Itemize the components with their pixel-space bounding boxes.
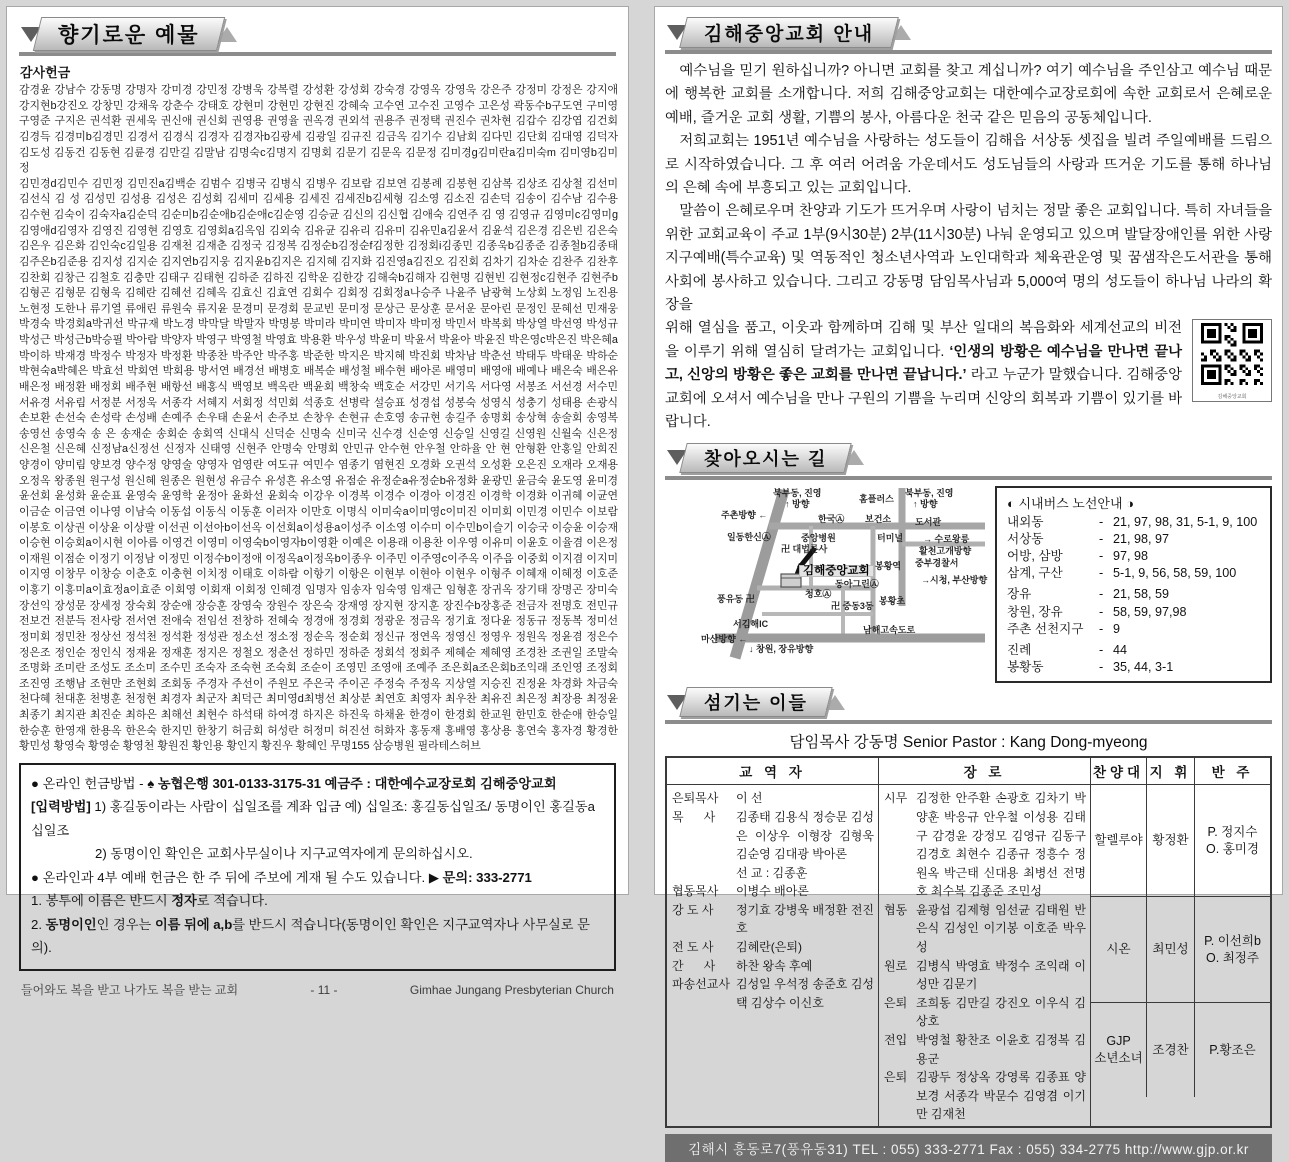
bus-route-numbers: 21, 98, 97 xyxy=(1113,531,1170,546)
elder-entry xyxy=(884,957,1086,994)
offering-name-line: 장선익 장성문 장세정 장숙회 장순애 장승훈 장영숙 장원수 장은숙 장재영 장지현 장지훈 장진수b장홍준 전금자 전명호 전민규 xyxy=(19,599,618,612)
map-label: 보건소 xyxy=(865,513,892,524)
offering-name-line: 박경숙 박경회a박귀선 박규재 박노경 박막달 박말자 박명봉 박미라 박미연 박미자 박미정 박민서 박복회 박상열 박선영 박성규 xyxy=(19,318,618,331)
minister-names: 정기효 강병욱 배정환 전진호 xyxy=(736,902,874,936)
offering-name-line: 조진영 조행남 조현만 조현회 조회동 주경자 주선이 주원모 주은국 주이곤 주정숙 주정옥 지상열 지승진 진정윤 차경화 차금숙 xyxy=(19,677,618,690)
map-label: 중앙병원 xyxy=(801,532,836,543)
bus-route-area: 주촌 선천지구 xyxy=(1007,621,1084,636)
map-label: 북부동, 진영 xyxy=(905,487,954,498)
guide-paragraph-3: 말씀이 은혜로우며 찬양과 기도가 뜨거우며 사랑이 넘치는 정말 좋은 교회입니다. 특히 자녀들을 위한 교회교육이 주교 1부(9시30분) 2부(11시30분) 나눠 운영되고 있으며 발달장애인를 위한 사랑 지구예배(특수교육) 및 역동적인 청소년사역과 노인대학과 체육관운영 및 꿈샘작은도서관을 통해 사회에 봉사하고 있습니다. 그리고 강동명 담임목사님과 5,000여 명의 성도들이 하나님 나라의 확장을 xyxy=(665,203,1272,314)
info-line xyxy=(31,795,604,842)
offering-name-line: 조명화 조미란 조성도 조소미 조수민 조숙자 조숙현 조숙회 조순이 조영민 조영애 조예주 조은회a조은회b조익래 조인영 조정회 xyxy=(19,662,618,675)
elder-entry xyxy=(884,901,1086,957)
info-line xyxy=(31,842,604,866)
info-text: 이름 뒤에 a,b xyxy=(154,916,233,932)
minister-role xyxy=(672,864,736,883)
footer-page-number: - 11 - xyxy=(310,982,338,997)
thanksgiving-name-list xyxy=(19,83,618,755)
map-label: 남해고속도로 xyxy=(863,624,916,635)
section-title-guide: 김해중앙교회 안내 xyxy=(704,23,875,45)
offering-name-line: 손보환 손선숙 손성락 손성배 손예주 손우태 손윤서 손주보 손창우 손현규 손호영 송규현 송길주 송명회 송상혁 송술회 송영복 xyxy=(19,412,618,425)
map-label: 도서관 xyxy=(915,516,942,527)
info-text: ● 온라인 헌금방법 - xyxy=(31,775,148,791)
minister-names: 김성일 우석정 송준호 김성택 김상수 이신호 xyxy=(736,977,874,1010)
choir-name-cell xyxy=(1091,1003,1147,1097)
bus-route-numbers: 97, 98 xyxy=(1113,548,1149,563)
info-text: ● 온라인과 4부 예배 헌금은 한 주 뒤에 주보에 게재 될 수도 있습니다. xyxy=(31,869,429,885)
minister-role: 전 도 사 xyxy=(672,940,714,955)
offering-name-line: 윤선회 윤성화 윤순표 윤영숙 윤영학 윤정아 윤화선 윤회숙 이강우 이경복 이경수 이경아 이경진 이경학 이경화 이귀혜 이균연 xyxy=(19,490,618,503)
map-label: → 수로왕릉 xyxy=(923,533,970,544)
info-text: 2. xyxy=(31,916,46,932)
offering-name-line: 오정옥 왕종원 원구성 원신혜 원종은 원현성 유금수 유성흔 유소영 유점순 유정순a유정순b유정화 윤광민 윤금숙 윤도영 윤미경 xyxy=(19,474,618,487)
col-header-conductor: 지 휘 xyxy=(1147,758,1195,784)
col-header-elders: 장 로 xyxy=(879,758,1091,784)
map-label: 일동한신Ⓐ xyxy=(727,531,771,542)
info-line xyxy=(31,913,604,960)
map-label: 卍 중동3동 xyxy=(831,600,874,611)
bus-route-numbers: 5-1, 9, 56, 58, 59, 100 xyxy=(1113,566,1237,581)
minister-names: 이 선 xyxy=(736,791,763,806)
elder-role: 원로 xyxy=(884,958,908,973)
qr-caption: 김해중앙교회 xyxy=(1217,393,1247,400)
choir-conductor: 최민성 xyxy=(1152,942,1189,957)
elder-role: 시무 xyxy=(884,791,908,806)
offering-name-line: 김수현 김숙이 김숙자a김순덕 김순미b김순애b김순애c김순영 김승균 김신의 김신협 김애숙 김연주 김 영 김영규 김영미c김영미g xyxy=(19,209,618,221)
elder-names: 김병식 박영효 박정수 조익래 이성만 김문기 xyxy=(916,958,1086,992)
bus-route-row xyxy=(1007,565,1260,582)
left-page-footer xyxy=(19,981,616,998)
choir-conductor-cell xyxy=(1147,897,1195,1003)
offering-name-line: 박현숙a박혜은 박효선 박회연 박회용 방서연 배경선 배병호 배복순 배성철 배수현 배아론 배영미 배영애 배예나 배은숙 배은유 xyxy=(19,365,618,378)
bus-route-title: ◐ 시내버스 노선안내 ◑ xyxy=(1007,495,1135,511)
info-text: 정자 xyxy=(171,893,197,909)
info-text: 1. 봉투에 이름은 반드시 xyxy=(31,893,172,909)
offering-name-line: 김영애d김영자 김영진 김영현 김영호 김영회a김옥임 김외숙 김유균 김유리 김유미 김유민a김윤서 김윤석 김은경 김은빈 김은숙 xyxy=(19,224,618,237)
offering-name-line: 이금순 이금연 이나영 이남숙 이동섭 이동식 이동훈 이러자 이만호 이명식 이미숙a이미영c이미진 이미회 이민경 이민수 이보람 xyxy=(19,505,618,518)
bus-route-numbers: 21, 97, 98, 31, 5-1, 9, 100 xyxy=(1113,514,1258,529)
choir-accompanist-organ: O. 홍미경 xyxy=(1206,841,1259,856)
bus-route-box xyxy=(995,486,1272,684)
banner-plate xyxy=(679,17,899,48)
map-church-label: 김해중앙교회 xyxy=(799,565,874,577)
offering-name-line: 김주은b김준용 김지성 김지순 김지연b김지웅 김지윤b김지은 김지혜 김지화 김진영a김진오 김진회 김차기 김차순 김찬주 김찬후 xyxy=(19,255,618,268)
offering-name-line: 김찬회 김창근 김철호 김충만 김태구 김태현 김하준 김하진 김학운 김한강 김해숙b김해자 김현명 김현빈 김현정c김현주 김현주b xyxy=(19,271,618,284)
elder-names: 김정한 안주환 손광호 김차기 박양훈 박응규 안우철 이성용 김태구 감경윤 강정모 김영규 김동구 김경호 최현수 김종규 정흥수 정원옥 박근태 신대용 최병선 전명호 최수복 김종준 조민성 xyxy=(916,791,1086,899)
offering-name-line: 김형곤 김형문 김형욱 김혜란 김혜선 김혜옥 김효신 김효연 김회수 김회정 김회정a나승주 나윤주 남광혁 노상회 노정임 노진용 xyxy=(19,287,618,300)
info-line xyxy=(31,866,604,890)
offering-name-line: 천다혜 천대훈 천병훈 천정현 최경자 최군자 최덕근 최미영d최병선 최상분 최연호 최영자 최우찬 최유진 최은정 최장용 최정윤 xyxy=(19,693,618,706)
elder-role: 은퇴 xyxy=(884,995,908,1010)
section-title-directions: 찾아오시는 길 xyxy=(704,448,828,469)
choir-accompanist-piano: P. 정지수 xyxy=(1207,824,1258,839)
map-label: →시청, 부산방향 xyxy=(921,574,988,585)
serving-table-header xyxy=(667,758,1270,785)
bus-route-row xyxy=(1007,604,1260,621)
section-banner-serving xyxy=(667,687,1272,717)
bus-route-row xyxy=(1007,514,1260,531)
offering-name-line: 김선식 김 성 김성민 김성용 김성은 김성회 김세미 김세용 김세진 김세진b김세형 김소영 김소진 김손덕 김송이 김수남 김수용 xyxy=(19,193,618,206)
info-line xyxy=(31,772,604,796)
minister-names: 김혜란(은퇴) xyxy=(736,940,802,955)
bus-route-area: 서상동 xyxy=(1007,531,1044,546)
offering-name-line: 김경득 김경미b김경민 김경서 김경식 김경자 김경자b김광세 김광일 김규진 김금옥 김기수 김남회 김다민 김단회 김대영 김덕자 xyxy=(19,130,618,143)
map-label: 한국Ⓐ xyxy=(818,513,845,524)
section-title-serving: 섬기는 이들 xyxy=(704,693,808,714)
info-text: 2) 동명이인 확인은 교회사무실이나 지구교역자에게 문의하십시오. xyxy=(95,846,473,862)
map-label: 동아그린Ⓐ xyxy=(835,578,879,589)
map-label: 터미널 xyxy=(877,532,904,543)
elder-names: 박영철 황찬조 이윤호 김정복 김용군 xyxy=(916,1033,1086,1066)
map-label: 봉황역 xyxy=(875,560,902,571)
bus-route-dash: - xyxy=(1099,514,1104,529)
choir-conductor-cell xyxy=(1147,785,1195,897)
bus-route-dash: - xyxy=(1099,660,1104,675)
info-text: 동명이인 xyxy=(45,916,97,932)
section-banner-directions xyxy=(667,443,1272,473)
bus-route-dash: - xyxy=(1099,621,1104,636)
choir-accompanist-cell xyxy=(1195,1003,1270,1097)
elder-names: 김광두 정상옥 강영록 김종표 양보경 서종각 박문수 김영겸 이기만 김재천 xyxy=(916,1070,1086,1122)
guide-paragraph-2: 저희교회는 1951년 예수님을 사랑하는 성도들이 김해읍 서상동 셋집을 빌려 주일예배를 드림으로 시작하였습니다. 그 후 여러 어려움 가운데서도 성도님들의 사랑과 뜨거운 기도를 통해 하나님의 은혜 속에 부흥되고 있는 교회입니다. xyxy=(665,133,1272,197)
qr-code xyxy=(1192,319,1272,401)
offering-name-line: 감경윤 강남수 강동명 강명자 강미경 강민정 강병욱 강복렬 강성환 강성회 강숙경 강영옥 강영욱 강은주 강정미 강정은 강지애 xyxy=(19,84,618,96)
minister-entry xyxy=(672,808,874,864)
minister-role: 은퇴목사 xyxy=(672,791,719,806)
elders-cell xyxy=(879,785,1091,1126)
banner-plate xyxy=(33,17,225,51)
section-rule xyxy=(665,720,1272,724)
offering-name-line: 서유경 서유림 서정분 서정욱 서종각 서혜지 서회정 석민회 석종호 선병락 설승표 성경섭 성봉숙 성영식 성충기 성태용 손광식 xyxy=(19,396,618,409)
banner-plate xyxy=(679,443,852,473)
minister-names: 이병수 배아론 xyxy=(736,884,809,899)
map-label: 풍유동 卍 xyxy=(717,593,755,604)
guide-paragraph-4-text-a: 위해 열심을 품고, 이웃과 함께하며 김해 및 부산 일대의 복음화와 세계선교의 비전을 이루기 위해 열심히 달려가는 교회입니다. xyxy=(665,320,1182,360)
offering-name-line: 구영준 구지은 권석환 권세욱 권신애 권신회 권영용 권영율 권옥경 권외석 권용주 권정택 권진수 권차현 김갑수 김강엽 김건회 xyxy=(19,115,618,128)
bus-route-area: 진례 xyxy=(1007,642,1032,657)
guide-quote-bold: ‘인생의 방황은 예수님을 만나면 끝나고, 신앙의 방황은 좋은 교회를 만나면 끝납니다.’ xyxy=(665,343,1182,384)
minister-role: 강 도 사 xyxy=(672,902,714,917)
choir-accompanist-piano: P.황조은 xyxy=(1209,1042,1256,1057)
minister-entry xyxy=(672,864,874,883)
bus-route-numbers: 9 xyxy=(1113,621,1121,636)
elder-role: 전입 xyxy=(884,1033,908,1048)
map-label: ↑ 방향 xyxy=(785,498,810,509)
bus-route-area: 봉황동 xyxy=(1007,660,1044,675)
offering-name-line: 배은정 배정환 배정회 배주현 배항선 배홍식 백영보 백옥란 백윤회 백창숙 백호순 서강민 서기옥 서다영 서봉조 서선경 서수민 xyxy=(19,380,618,393)
choir-name: GJP xyxy=(1106,1034,1131,1049)
offering-name-line: 이승현 이승회a이시현 이아름 이영건 이영미 이영숙b이영자b이영환 이예은 이용래 이용찬 이우영 이유미 이윤호 이율겸 이은정 xyxy=(19,537,618,550)
bus-route-row xyxy=(1007,642,1260,659)
info-text: ♠ 농협은행 301-0133-3175-31 예금주 : 대한예수교장로회 김해중앙교회 xyxy=(147,775,557,791)
bus-route-dash: - xyxy=(1099,548,1104,563)
offering-name-line: 김은우 김은화 김인숙c김일용 김재천 김재춘 김정국 김정복 김정순b김정순f김정한 김정회i김종민 김종욱b김종준 김종철b김종태 xyxy=(19,240,618,253)
map-label: 중부경찰서 xyxy=(915,557,959,568)
info-text: ▶ 문의: 333-2771 xyxy=(428,869,532,885)
bus-route-numbers: 35, 44, 3-1 xyxy=(1113,660,1174,675)
minister-entry xyxy=(672,957,874,976)
serving-table-body xyxy=(667,785,1270,1126)
offering-name-line: 황민성 황영숙 황영순 황영천 황원진 황인용 황인지 황진우 황혜인 무명155 삼승병원 필라테스허브 xyxy=(19,740,481,753)
map-label: 홈플러스 xyxy=(859,493,894,504)
offering-name-line: 노현정 도한나 류기열 류애린 류원숙 류지윤 문경미 문경회 문교빈 문미정 문상근 문상훈 문서운 문아린 문정인 문혜선 민재웅 xyxy=(19,302,618,315)
footer-church-name-eng: Gimhae Jungang Presbyterian Church xyxy=(409,982,614,997)
section-rule xyxy=(665,50,1272,54)
bus-route-area: 삼계, 구산 xyxy=(1007,566,1063,581)
guide-paragraph-4 xyxy=(665,317,1272,434)
bus-route-dash: - xyxy=(1099,587,1104,602)
section-banner-offerings xyxy=(21,19,616,49)
offering-name-line: 정은조 정인순 정인식 정재윤 정재훈 정지은 정철오 정춘선 정하민 정하준 정회석 정회주 제혜순 제혜영 조경찬 조권일 조말숙 xyxy=(19,646,618,659)
bus-route-row xyxy=(1007,531,1260,548)
map-label: 봉황초 xyxy=(879,595,906,606)
info-line xyxy=(31,889,604,913)
minister-names: 하찬 왕속 후예 xyxy=(736,958,813,973)
map-label: ↓ 창원, 장유방향 xyxy=(749,643,814,654)
qr-code-image xyxy=(1201,323,1263,385)
choir-accompanist-cell xyxy=(1195,897,1270,1003)
guide-paragraph-1: 예수님을 믿기 원하십니까? 아니면 교회를 찾고 계십니까? 여기 예수님을 주인삼고 예수님 때문에 행복한 교회를 소개합니다. 저희 김해중앙교회는 대한예수교장로회에 속한 교회로서 은혜로운 예배, 즐거운 교회 생활, 기쁨의 봉사, 아름다운 천국 같은 믿음의 공동체입니다. xyxy=(665,63,1272,126)
section-banner-guide xyxy=(667,17,1272,47)
offering-name-line: 신은철 신은혜 신정남a신정선 신정자 신태영 신현주 안명숙 안명회 안민규 안수현 안우철 안하율 안 현 안형환 안홍일 안희진 xyxy=(19,443,618,456)
offering-name-line: 한승훈 한영재 한용옥 한은숙 한지민 한창기 허금회 허성란 허정미 허진선 허화자 홍동재 홍배영 홍상용 홍연숙 홍자경 황경한 xyxy=(19,724,618,737)
choir-accompanist-piano: P. 이선희b xyxy=(1204,933,1261,948)
map-label: 서김해IC xyxy=(733,618,769,629)
footer-tagline: 들어와도 복을 받고 나가도 복을 받는 교회 xyxy=(21,982,239,997)
bus-route-list xyxy=(1007,514,1260,677)
bus-route-row xyxy=(1007,659,1260,676)
elder-names: 윤광섭 김제형 임선균 김태원 반은식 김성인 이기봉 이호준 박우성 xyxy=(916,902,1086,955)
minister-names: 선 교 : 김종훈 xyxy=(736,865,808,880)
col-header-accompanist: 반 주 xyxy=(1211,765,1254,781)
bus-route-dash: - xyxy=(1099,642,1104,657)
choir-grid xyxy=(1091,785,1270,1126)
offering-name-line: 양경이 양미림 양보경 양수정 양영술 양영자 엄영란 여도규 여민수 염종기 염현진 오경화 오권석 오성환 오은진 오재라 오재용 xyxy=(19,459,618,471)
col-header-ministers: 교 역 자 xyxy=(667,758,879,784)
minister-names: 김종태 김용식 정승문 김성은 이상우 이형장 김형욱 김순영 김대광 박아론 xyxy=(736,809,874,862)
bus-route-dash: - xyxy=(1099,531,1104,546)
ministers-cell xyxy=(667,785,879,1126)
map-label: 청호Ⓐ xyxy=(805,588,832,599)
elder-role: 협동 xyxy=(884,902,908,917)
minister-role: 목 사 xyxy=(672,809,716,824)
elder-entry xyxy=(884,789,1086,901)
map-label: 주촌방향 ← xyxy=(721,509,768,520)
offering-name-line: 최종기 최지관 최진순 최하은 최해선 최현수 하석태 하여경 하지은 하진욱 하채윤 한경이 한경회 한교원 한민호 한순애 한승일 xyxy=(19,709,618,721)
serving-people-table xyxy=(665,756,1272,1128)
minister-entry xyxy=(672,938,874,957)
info-text: 로 적습니다. xyxy=(196,893,268,909)
banner-plate xyxy=(679,687,832,717)
choir-conductor: 황정환 xyxy=(1152,833,1189,848)
info-text: 를 반드시 적습니다(동명이인 확인은 지구교역자나 사무실로 문의). xyxy=(31,916,590,956)
offering-name-line: 박성근 박성근b박승필 박아람 박양자 박영구 박영철 박영효 박용환 박우성 박윤미 박윤서 박윤아 박윤진 박은영c박은진 박은혜a xyxy=(19,334,618,346)
elder-names: 조희동 김만길 강진오 이우식 김상호 xyxy=(916,995,1086,1029)
directions-section xyxy=(665,486,1272,684)
section-rule xyxy=(19,52,616,56)
elder-entry xyxy=(884,994,1086,1031)
choir-accompanist-organ: O. 최정주 xyxy=(1206,950,1259,965)
bus-route-numbers: 44 xyxy=(1113,642,1128,657)
info-text: [입력방법] xyxy=(31,799,91,815)
map-label: ↑ 방향 xyxy=(913,498,938,509)
guide-paragraph-4-text-b: 라고 누군가 말했습니다. 김해중앙교회에 오셔서 예수님을 만나 구원의 기쁨을 누리며 신앙의 회복과 기쁨이 있기를 바랍니다. xyxy=(665,367,1182,431)
offering-type-label: 감사헌금 xyxy=(20,65,71,80)
bus-route-dash: - xyxy=(1099,604,1104,619)
choir-name-cell xyxy=(1091,897,1147,1003)
choir-name-line2: 소년소녀 xyxy=(1094,1051,1143,1066)
minister-entry xyxy=(672,882,874,901)
offering-name-line: 전보건 전분득 전사랑 전서연 전애숙 전임선 전창하 전혜숙 정경애 정경회 정광운 정금옥 정기효 정다윤 정동규 정동복 정미선 xyxy=(19,615,618,628)
offering-name-line: 김도성 김동건 김동현 김륜경 김만길 김말남 김명숙c김명지 김명회 김문기 김문옥 김문정 김미경g김미란a김미숙m 김미영b김미정 xyxy=(19,146,618,175)
section-title-offerings: 향기로운 예물 xyxy=(58,24,200,47)
map-label: 활천고개방향 xyxy=(919,545,972,556)
map-label: 마산방향 ← xyxy=(701,633,748,644)
offering-name-line: 김민경d김민수 김민정 김민진a김백순 김범수 김병국 김병식 김병우 김보람 김보연 김봉례 김봉현 김삼복 김상조 김상철 김선미 xyxy=(19,177,618,190)
choir-name-cell xyxy=(1091,785,1147,897)
senior-pastor-title: 담임목사 강동명 Senior Pastor : Kang Dong-myeong xyxy=(789,734,1148,752)
bus-route-row xyxy=(1007,548,1260,565)
minister-entry xyxy=(672,901,874,938)
bus-route-area: 내외동 xyxy=(1007,514,1044,529)
info-text: 인 경우는 xyxy=(96,916,155,932)
bus-route-dash: - xyxy=(1099,566,1104,581)
online-offering-info-box xyxy=(19,763,616,971)
bus-route-row xyxy=(1007,586,1260,603)
map-label: 북부동, 진영 xyxy=(773,487,822,498)
minister-role: 파송선교사 xyxy=(672,977,730,992)
bus-route-area: 창원, 장유 xyxy=(1007,604,1063,619)
bus-route-row xyxy=(1007,621,1260,638)
section-rule xyxy=(665,476,1272,480)
elder-entry xyxy=(884,1068,1086,1124)
col-header-choir: 찬양대 xyxy=(1091,758,1147,784)
offering-name-line: 이봉호 이상권 이상윤 이상팔 이선권 이선아b이선옥 이선회a이성용a이성주 이소영 이수미 이수민b이슬기 이승국 이승윤 이승재 xyxy=(19,521,618,534)
bus-route-area: 어방, 삼방 xyxy=(1007,548,1063,563)
info-text: 1) 홍길동이라는 사람이 십일조를 계좌 입금 예) 십일조: 홍길동십일조/ 동명이인 홍길동a십일조 xyxy=(31,799,595,838)
minister-entry xyxy=(672,975,874,1012)
church-address-footer: 김해시 흥동로7(풍유동31) TEL : 055) 333-2771 Fax : 055) 334-2775 http://www.gjp.or.kr xyxy=(665,1134,1272,1162)
choir-accompanist-cell xyxy=(1195,785,1270,897)
offering-name-line: 강지현b강진오 강창민 강채욱 강춘수 강태호 강현미 강현민 강현진 강혜숙 고수연 고수진 고영수 고은성 곽동수b구도연 구미영 xyxy=(19,99,618,112)
minister-entry xyxy=(672,789,874,808)
minister-role: 협동목사 xyxy=(672,884,719,899)
bus-route-numbers: 58, 59, 97,98 xyxy=(1113,604,1187,619)
bus-route-numbers: 21, 58, 59 xyxy=(1113,587,1170,602)
offering-name-line: 이재원 이점순 이정기 이정남 이정민 이정수b이정애 이정옥a이정옥b이종우 이주민 이주영c이주옥 이주음 이중회 이지겸 이지미 xyxy=(19,552,618,565)
map-label: 卍 대법륜사 xyxy=(781,543,828,554)
choir-conductor: 조경찬 xyxy=(1152,1042,1189,1057)
offering-name-line: 박이하 박재경 박정수 박정자 박정환 박종찬 박주안 박주홍 박준한 박지은 박지혜 박진회 박차남 박춘선 박태두 박태운 박하순 xyxy=(19,349,618,362)
bus-route-area: 장유 xyxy=(1007,587,1032,602)
choir-name: 할렐루야 xyxy=(1094,833,1143,848)
offering-name-line: 이지영 이창무 이창승 이춘호 이충현 이치정 이태호 이하람 이항기 이항은 이현부 이현아 이현우 이형주 이혜재 이혜정 이호준 xyxy=(19,568,618,581)
page-left-offerings xyxy=(6,6,629,997)
page-right-church-guide xyxy=(654,6,1283,1158)
offering-name-line: 이홍기 이홍미a이효정a이효준 이회영 이회재 이회정 인혜경 임명자 임송자 임숙영 임재근 임형훈 장귀옥 장기태 장명곤 장미숙 xyxy=(19,584,618,596)
offering-name-line: 정미회 정민찬 정상선 정석천 정석환 정성관 정소선 정소정 정순옥 정순회 정신규 정연옥 정영신 정영우 정원옥 정윤겸 정은수 xyxy=(19,630,618,643)
elder-role: 은퇴 xyxy=(884,1070,908,1085)
elder-entry xyxy=(884,1031,1086,1068)
choir-conductor-cell xyxy=(1147,1003,1195,1097)
minister-role: 간 사 xyxy=(672,958,716,973)
location-map xyxy=(665,486,988,682)
offering-name-line: 송영선 송영숙 송 은 송재순 송회순 송회역 신대식 신덕순 신명숙 신미국 신수경 신순영 신승일 신영길 신영원 신월숙 신은정 xyxy=(19,427,618,440)
choir-name: 시온 xyxy=(1106,942,1131,957)
